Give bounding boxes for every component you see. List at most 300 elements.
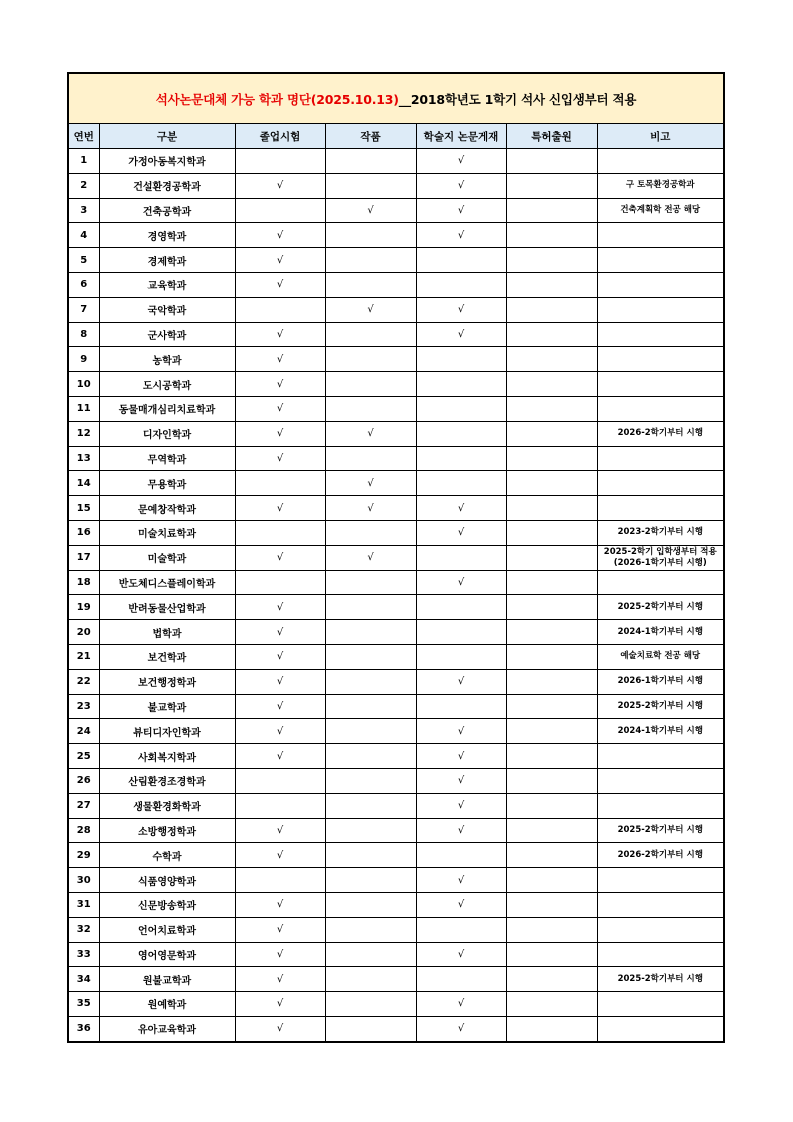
cell-graduation-exam — [235, 520, 325, 545]
cell-patent — [506, 917, 597, 942]
cell-journal-publication: √ — [416, 793, 506, 818]
cell-graduation-exam: √ — [235, 744, 325, 769]
cell-journal-publication — [416, 620, 506, 645]
cell-graduation-exam: √ — [235, 992, 325, 1017]
cell-work — [325, 396, 416, 421]
cell-no: 28 — [69, 818, 99, 843]
table-row — [69, 719, 723, 744]
cell-department: 영어영문학과 — [99, 942, 235, 967]
cell-no: 13 — [69, 446, 99, 471]
cell-patent — [506, 694, 597, 719]
cell-graduation-exam: √ — [235, 421, 325, 446]
cell-no: 2 — [69, 173, 99, 198]
cell-department: 사회복지학과 — [99, 744, 235, 769]
header-note: 비고 — [597, 124, 723, 149]
cell-graduation-exam — [235, 198, 325, 223]
cell-work — [325, 644, 416, 669]
table-row — [69, 1016, 723, 1040]
cell-no: 32 — [69, 917, 99, 942]
cell-journal-publication: √ — [416, 223, 506, 248]
cell-patent — [506, 173, 597, 198]
cell-work — [325, 595, 416, 620]
cell-journal-publication — [416, 396, 506, 421]
cell-work: √ — [325, 198, 416, 223]
cell-department: 소방행정학과 — [99, 818, 235, 843]
cell-journal-publication: √ — [416, 719, 506, 744]
cell-no: 17 — [69, 545, 99, 570]
cell-graduation-exam: √ — [235, 694, 325, 719]
table-row — [69, 347, 723, 372]
department-list-sheet — [67, 72, 725, 1043]
title-black-part: __2018학년도 1학기 석사 신입생부터 적용 — [398, 91, 637, 107]
cell-journal-publication: √ — [416, 322, 506, 347]
cell-patent — [506, 421, 597, 446]
cell-work — [325, 892, 416, 917]
cell-note — [597, 793, 723, 818]
cell-graduation-exam — [235, 297, 325, 322]
cell-journal-publication — [416, 595, 506, 620]
cell-department: 무용학과 — [99, 471, 235, 496]
cell-work — [325, 570, 416, 595]
cell-department: 불교학과 — [99, 694, 235, 719]
cell-patent — [506, 520, 597, 545]
cell-journal-publication: √ — [416, 1016, 506, 1040]
cell-patent — [506, 471, 597, 496]
cell-journal-publication: √ — [416, 992, 506, 1017]
cell-work — [325, 669, 416, 694]
cell-journal-publication: √ — [416, 149, 506, 174]
table-row — [69, 272, 723, 297]
cell-note — [597, 570, 723, 595]
cell-patent — [506, 669, 597, 694]
table-row — [69, 173, 723, 198]
cell-no: 20 — [69, 620, 99, 645]
cell-note — [597, 396, 723, 421]
header-work: 작품 — [325, 124, 416, 149]
cell-work: √ — [325, 297, 416, 322]
cell-patent — [506, 297, 597, 322]
cell-note: 예술치료학 전공 해당 — [597, 644, 723, 669]
cell-patent — [506, 793, 597, 818]
cell-graduation-exam — [235, 570, 325, 595]
cell-no: 19 — [69, 595, 99, 620]
cell-journal-publication — [416, 421, 506, 446]
cell-work — [325, 372, 416, 397]
cell-patent — [506, 843, 597, 868]
header-patent: 특허출원 — [506, 124, 597, 149]
table-row — [69, 620, 723, 645]
table-row — [69, 793, 723, 818]
header-graduation-exam: 졸업시험 — [235, 124, 325, 149]
cell-patent — [506, 744, 597, 769]
cell-journal-publication: √ — [416, 198, 506, 223]
cell-work — [325, 248, 416, 273]
cell-no: 21 — [69, 644, 99, 669]
cell-journal-publication — [416, 917, 506, 942]
cell-journal-publication: √ — [416, 669, 506, 694]
cell-graduation-exam: √ — [235, 917, 325, 942]
cell-no: 15 — [69, 496, 99, 521]
cell-note — [597, 471, 723, 496]
cell-department: 원불교학과 — [99, 967, 235, 992]
cell-note — [597, 223, 723, 248]
cell-note — [597, 347, 723, 372]
cell-journal-publication: √ — [416, 942, 506, 967]
cell-work — [325, 868, 416, 893]
cell-department: 가정아동복지학과 — [99, 149, 235, 174]
cell-graduation-exam: √ — [235, 892, 325, 917]
cell-department: 군사학과 — [99, 322, 235, 347]
cell-no: 33 — [69, 942, 99, 967]
header-journal-publication: 학술지 논문게재 — [416, 124, 506, 149]
cell-patent — [506, 223, 597, 248]
cell-department: 무역학과 — [99, 446, 235, 471]
cell-patent — [506, 198, 597, 223]
cell-no: 10 — [69, 372, 99, 397]
table-row — [69, 669, 723, 694]
header-department: 구분 — [99, 124, 235, 149]
cell-note — [597, 1016, 723, 1040]
cell-work — [325, 818, 416, 843]
cell-no: 9 — [69, 347, 99, 372]
cell-journal-publication: √ — [416, 520, 506, 545]
cell-journal-publication: √ — [416, 744, 506, 769]
cell-department: 건설환경공학과 — [99, 173, 235, 198]
cell-graduation-exam — [235, 768, 325, 793]
cell-work — [325, 620, 416, 645]
cell-journal-publication — [416, 272, 506, 297]
cell-journal-publication — [416, 967, 506, 992]
cell-note: 2025-2학기부터 시행 — [597, 818, 723, 843]
cell-note: 2025-2학기부터 시행 — [597, 967, 723, 992]
cell-department: 경영학과 — [99, 223, 235, 248]
cell-work — [325, 744, 416, 769]
cell-no: 25 — [69, 744, 99, 769]
cell-department: 교육학과 — [99, 272, 235, 297]
cell-work — [325, 1016, 416, 1040]
cell-note — [597, 868, 723, 893]
cell-department: 원예학과 — [99, 992, 235, 1017]
cell-no: 4 — [69, 223, 99, 248]
cell-graduation-exam: √ — [235, 719, 325, 744]
cell-work — [325, 843, 416, 868]
cell-graduation-exam — [235, 793, 325, 818]
table-row — [69, 818, 723, 843]
cell-graduation-exam — [235, 868, 325, 893]
cell-department: 유아교육학과 — [99, 1016, 235, 1040]
table-row — [69, 967, 723, 992]
cell-patent — [506, 942, 597, 967]
cell-graduation-exam: √ — [235, 620, 325, 645]
cell-no: 34 — [69, 967, 99, 992]
cell-no: 8 — [69, 322, 99, 347]
cell-graduation-exam: √ — [235, 372, 325, 397]
cell-graduation-exam: √ — [235, 595, 325, 620]
cell-journal-publication — [416, 694, 506, 719]
cell-graduation-exam: √ — [235, 942, 325, 967]
cell-patent — [506, 595, 597, 620]
cell-graduation-exam: √ — [235, 1016, 325, 1040]
cell-journal-publication: √ — [416, 297, 506, 322]
cell-journal-publication: √ — [416, 173, 506, 198]
table-row — [69, 843, 723, 868]
cell-graduation-exam: √ — [235, 396, 325, 421]
cell-note: 건축계획학 전공 해당 — [597, 198, 723, 223]
cell-no: 18 — [69, 570, 99, 595]
cell-department: 문예창작학과 — [99, 496, 235, 521]
table-row — [69, 892, 723, 917]
cell-note — [597, 322, 723, 347]
cell-journal-publication — [416, 471, 506, 496]
cell-journal-publication — [416, 347, 506, 372]
cell-no: 1 — [69, 149, 99, 174]
cell-journal-publication: √ — [416, 892, 506, 917]
cell-work — [325, 272, 416, 297]
cell-no: 29 — [69, 843, 99, 868]
cell-work: √ — [325, 471, 416, 496]
cell-note: 2025-2학기부터 시행 — [597, 595, 723, 620]
table-row — [69, 520, 723, 545]
table-row — [69, 372, 723, 397]
cell-work — [325, 719, 416, 744]
cell-work — [325, 992, 416, 1017]
table-row — [69, 694, 723, 719]
department-table — [69, 124, 723, 1041]
cell-work — [325, 917, 416, 942]
cell-no: 26 — [69, 768, 99, 793]
cell-work — [325, 223, 416, 248]
cell-journal-publication — [416, 248, 506, 273]
cell-no: 31 — [69, 892, 99, 917]
table-row — [69, 942, 723, 967]
cell-patent — [506, 149, 597, 174]
title-red-part: 석사논문대체 가능 학과 명단(2025.10.13) — [155, 91, 399, 107]
cell-patent — [506, 1016, 597, 1040]
cell-no: 14 — [69, 471, 99, 496]
cell-graduation-exam: √ — [235, 496, 325, 521]
cell-patent — [506, 818, 597, 843]
cell-journal-publication — [416, 843, 506, 868]
cell-work — [325, 942, 416, 967]
cell-department: 신문방송학과 — [99, 892, 235, 917]
table-row — [69, 149, 723, 174]
cell-work — [325, 793, 416, 818]
cell-journal-publication: √ — [416, 818, 506, 843]
cell-note — [597, 297, 723, 322]
cell-journal-publication: √ — [416, 570, 506, 595]
cell-patent — [506, 620, 597, 645]
cell-patent — [506, 719, 597, 744]
cell-patent — [506, 992, 597, 1017]
table-row — [69, 496, 723, 521]
cell-note: 2026-2학기부터 시행 — [597, 421, 723, 446]
table-row — [69, 768, 723, 793]
table-body — [69, 149, 723, 1041]
table-row — [69, 297, 723, 322]
cell-note: 구 토목환경공학과 — [597, 173, 723, 198]
cell-patent — [506, 967, 597, 992]
cell-department: 미술학과 — [99, 545, 235, 570]
cell-department: 경제학과 — [99, 248, 235, 273]
cell-no: 12 — [69, 421, 99, 446]
cell-note: 2026-1학기부터 시행 — [597, 669, 723, 694]
cell-department: 반려동물산업학과 — [99, 595, 235, 620]
cell-graduation-exam: √ — [235, 322, 325, 347]
cell-no: 23 — [69, 694, 99, 719]
cell-graduation-exam: √ — [235, 248, 325, 273]
cell-note: 2023-2학기부터 시행 — [597, 520, 723, 545]
cell-graduation-exam: √ — [235, 669, 325, 694]
cell-department: 미술치료학과 — [99, 520, 235, 545]
cell-note — [597, 942, 723, 967]
cell-department: 농학과 — [99, 347, 235, 372]
cell-note — [597, 892, 723, 917]
cell-patent — [506, 248, 597, 273]
cell-patent — [506, 322, 597, 347]
cell-department: 디자인학과 — [99, 421, 235, 446]
cell-department: 동물매개심리치료학과 — [99, 396, 235, 421]
cell-no: 35 — [69, 992, 99, 1017]
cell-note — [597, 149, 723, 174]
cell-graduation-exam: √ — [235, 545, 325, 570]
cell-note — [597, 248, 723, 273]
cell-department: 법학과 — [99, 620, 235, 645]
cell-department: 산림환경조경학과 — [99, 768, 235, 793]
cell-work — [325, 768, 416, 793]
cell-journal-publication: √ — [416, 868, 506, 893]
cell-note: 2024-1학기부터 시행 — [597, 719, 723, 744]
cell-patent — [506, 396, 597, 421]
cell-patent — [506, 644, 597, 669]
table-row — [69, 446, 723, 471]
cell-graduation-exam: √ — [235, 446, 325, 471]
table-row — [69, 545, 723, 570]
table-row — [69, 868, 723, 893]
cell-patent — [506, 446, 597, 471]
cell-department: 생물환경화학과 — [99, 793, 235, 818]
cell-journal-publication — [416, 545, 506, 570]
cell-no: 6 — [69, 272, 99, 297]
table-row — [69, 396, 723, 421]
cell-note: 2026-2학기부터 시행 — [597, 843, 723, 868]
cell-note: 2025-2학기 입학생부터 적용 (2026-1학기부터 시행) — [597, 545, 723, 570]
cell-department: 도시공학과 — [99, 372, 235, 397]
cell-department: 수학과 — [99, 843, 235, 868]
cell-note — [597, 372, 723, 397]
cell-patent — [506, 868, 597, 893]
cell-graduation-exam: √ — [235, 967, 325, 992]
table-row — [69, 644, 723, 669]
cell-no: 3 — [69, 198, 99, 223]
cell-work — [325, 322, 416, 347]
cell-graduation-exam — [235, 471, 325, 496]
cell-note — [597, 917, 723, 942]
cell-journal-publication — [416, 446, 506, 471]
cell-graduation-exam: √ — [235, 173, 325, 198]
cell-no: 11 — [69, 396, 99, 421]
cell-note — [597, 992, 723, 1017]
cell-note — [597, 496, 723, 521]
cell-patent — [506, 570, 597, 595]
table-row — [69, 917, 723, 942]
cell-work — [325, 520, 416, 545]
cell-graduation-exam: √ — [235, 223, 325, 248]
cell-work — [325, 149, 416, 174]
cell-work — [325, 694, 416, 719]
cell-patent — [506, 272, 597, 297]
cell-work — [325, 173, 416, 198]
cell-no: 22 — [69, 669, 99, 694]
header-no: 연번 — [69, 124, 99, 149]
table-row — [69, 223, 723, 248]
cell-graduation-exam: √ — [235, 272, 325, 297]
cell-work: √ — [325, 496, 416, 521]
cell-work: √ — [325, 545, 416, 570]
cell-note: 2024-1학기부터 시행 — [597, 620, 723, 645]
cell-patent — [506, 545, 597, 570]
cell-graduation-exam: √ — [235, 818, 325, 843]
cell-work — [325, 446, 416, 471]
cell-graduation-exam: √ — [235, 644, 325, 669]
cell-note: 2025-2학기부터 시행 — [597, 694, 723, 719]
cell-patent — [506, 347, 597, 372]
cell-journal-publication: √ — [416, 496, 506, 521]
header-row — [69, 124, 723, 149]
cell-patent — [506, 496, 597, 521]
cell-graduation-exam — [235, 149, 325, 174]
cell-work — [325, 347, 416, 372]
cell-department: 식품영양학과 — [99, 868, 235, 893]
cell-patent — [506, 372, 597, 397]
cell-note — [597, 446, 723, 471]
sheet-title — [69, 74, 723, 124]
cell-graduation-exam: √ — [235, 843, 325, 868]
table-row — [69, 992, 723, 1017]
cell-no: 5 — [69, 248, 99, 273]
cell-department: 국악학과 — [99, 297, 235, 322]
cell-journal-publication: √ — [416, 768, 506, 793]
cell-no: 7 — [69, 297, 99, 322]
table-row — [69, 248, 723, 273]
table-row — [69, 421, 723, 446]
table-row — [69, 570, 723, 595]
table-row — [69, 198, 723, 223]
cell-department: 보건학과 — [99, 644, 235, 669]
cell-department: 뷰티디자인학과 — [99, 719, 235, 744]
cell-work: √ — [325, 421, 416, 446]
cell-no: 27 — [69, 793, 99, 818]
cell-patent — [506, 892, 597, 917]
cell-graduation-exam: √ — [235, 347, 325, 372]
cell-journal-publication — [416, 372, 506, 397]
cell-journal-publication — [416, 644, 506, 669]
table-row — [69, 744, 723, 769]
cell-department: 보건행정학과 — [99, 669, 235, 694]
table-row — [69, 471, 723, 496]
cell-department: 건축공학과 — [99, 198, 235, 223]
cell-note — [597, 744, 723, 769]
cell-department: 반도체디스플레이학과 — [99, 570, 235, 595]
cell-no: 16 — [69, 520, 99, 545]
cell-note — [597, 272, 723, 297]
cell-patent — [506, 768, 597, 793]
cell-no: 24 — [69, 719, 99, 744]
cell-department: 언어치료학과 — [99, 917, 235, 942]
table-row — [69, 322, 723, 347]
cell-note — [597, 768, 723, 793]
cell-no: 36 — [69, 1016, 99, 1040]
cell-work — [325, 967, 416, 992]
